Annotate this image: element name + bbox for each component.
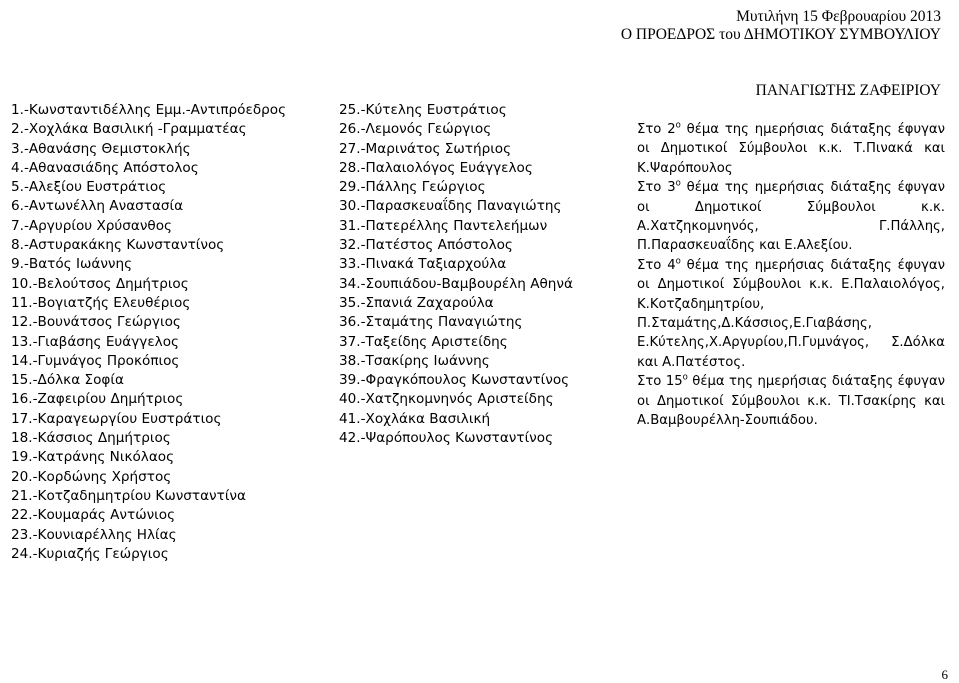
member-item: 17.-Καραγεωργίου Ευστράτιος (11, 410, 222, 427)
member-item: 14.-Γυμνάγος Προκόπιος (11, 352, 180, 369)
member-item: 19.-Κατράνης Νικόλαος (11, 449, 175, 466)
member-item: 20.-Κορδώνης Χρήστος (11, 468, 172, 485)
note-lead: Στο 2 (637, 122, 676, 137)
member-item: 10.-Βελούτσος Δημήτριος (11, 275, 189, 292)
departure-note (637, 178, 945, 256)
note-lead: Στο 4 (637, 257, 676, 273)
ordinal-suffix: ο (675, 256, 681, 267)
member-item: 3.-Αθανάσης Θεμιστοκλής (11, 140, 191, 157)
member-item: 12.-Βουνάτσος Γεώργιος (11, 314, 181, 331)
member-item: 22.-Κουμαράς Αντώνιος (11, 507, 176, 524)
member-item: 39.-Φραγκόπουλος Κωνσταντίνος (339, 372, 570, 389)
member-item: 26.-Λεμονός Γεώργιος (339, 121, 492, 138)
member-item: 31.-Πατερέλλης Παντελεήμων (339, 217, 548, 234)
member-item: 34.-Σουπιάδου-Βαμβουρέλη Αθηνά (339, 275, 573, 292)
departure-note (637, 256, 945, 372)
note-text: θέμα της ημερήσιας διάταξης έφυγαν οι Δημοτικοί Σύμβουλοι κ.κ. ΤΙ.Τσακίρης και Α.Βαμβουρέλλη-Σουπιάδου. (637, 374, 945, 429)
document-date: Μυτιλήνη 15 Φεβρουαρίου 2013 (736, 8, 941, 25)
member-item: 30.-Παρασκευαΐδης Παναγιώτης (339, 198, 562, 215)
member-item: 6.-Αντωνέλλη Αναστασία (11, 198, 184, 215)
departure-note (637, 372, 945, 430)
signatory-name: ΠΑΝΑΓΙΩΤΗΣ ΖΑΦΕΙΡΙΟΥ (755, 82, 941, 99)
member-item: 42.-Ψαρόπουλος Κωνσταντίνος (339, 430, 554, 447)
member-item: 33.-Πινακά Ταξιαρχούλα (339, 256, 507, 273)
member-item: 38.-Τσακίρης Ιωάννης (339, 352, 490, 369)
note-lead: Στο 3 (637, 180, 676, 196)
member-item: 27.-Μαρινάτος Σωτήριος (339, 140, 512, 157)
member-item: 11.-Βογιατζής Ελευθέριος (11, 294, 191, 311)
page-number: 6 (941, 667, 948, 682)
member-item: 29.-Πάλλης Γεώργιος (339, 179, 486, 196)
note-text: θέμα της ημερήσιας διάταξης έφυγαν οι Δημοτικοί Σύμβουλοι κ.κ. Τ.Πινακά και Κ.Ψαρόπουλος (637, 122, 945, 176)
member-item: 1.-Κωνσταντιδέλλης Εμμ.-Αντιπρόεδρος (11, 102, 287, 118)
departure-note (637, 120, 945, 178)
departure-notes (637, 120, 945, 431)
member-item: 28.-Παλαιολόγος Ευάγγελος (339, 159, 533, 176)
member-item: 21.-Κοτζαδημητρίου Κωνσταντίνα (11, 487, 246, 504)
member-item: 40.-Χατζηκομνηνός Αριστείδης (339, 391, 554, 408)
member-item: 41.-Χοχλάκα Βασιλική (339, 410, 491, 427)
ordinal-suffix: ο (682, 372, 688, 383)
member-item: 5.-Αλεξίου Ευστράτιος (11, 179, 167, 196)
member-item: 24.-Κυριαζής Γεώργιος (11, 545, 169, 562)
member-item: 7.-Αργυρίου Χρύσανθος (11, 217, 173, 234)
member-item: 35.-Σπανιά Ζαχαρούλα (339, 294, 494, 311)
member-item: 13.-Γιαβάσης Ευάγγελος (11, 333, 180, 350)
member-item: 25.-Κύτελης Ευστράτιος (339, 102, 507, 118)
ordinal-suffix: ο (675, 120, 681, 131)
member-item: 8.-Αστυρακάκης Κωνσταντίνος (11, 237, 225, 254)
member-item: 32.-Πατέστος Απόστολος (339, 237, 513, 254)
member-item: 36.-Σταμάτης Παναγιώτης (339, 314, 523, 331)
member-item: 37.-Ταξείδης Αριστείδης (339, 333, 508, 350)
member-item: 16.-Ζαφειρίου Δημήτριος (11, 391, 184, 408)
member-item: 18.-Κάσσιος Δημήτριος (11, 430, 171, 447)
member-item: 4.-Αθανασιάδης Απόστολος (11, 159, 199, 176)
members-list-left (11, 101, 286, 564)
members-list-middle (339, 101, 573, 448)
member-item: 9.-Βατός Ιωάννης (11, 256, 133, 273)
member-item: 2.-Χοχλάκα Βασιλική -Γραμματέας (11, 121, 247, 138)
note-text: θέμα της ημερήσιας διάταξης έφυγαν οι Δημοτικοί Σύμβουλοι κ.κ. Ε.Παλαιολόγος, Κ.Κοτζαδημητρίου, Π.Σταμάτης,Δ.Κάσσιος,Ε.Γιαβάσης, Ε.Κύτελης,Χ.Αργυρίου,Π.Γυμνάγος, Σ.Δόλκα και Α.Πατέστος. (637, 257, 945, 370)
note-text: θέμα της ημερήσιας διάταξης έφυγαν οι Δημοτικοί Σύμβουλοι κ.κ. Α.Χατζηκομνηνός, Γ.Πάλλης, Π.Παρασκευαΐδης και Ε.Αλεξίου. (637, 180, 945, 254)
member-item: 23.-Κουνιαρέλλης Ηλίας (11, 526, 177, 543)
note-lead: Στο 15 (637, 374, 683, 390)
member-item: 15.-Δόλκα Σοφία (11, 372, 124, 389)
ordinal-suffix: ο (675, 178, 681, 189)
president-title: Ο ΠΡΟΕΔΡΟΣ του ΔΗΜΟΤΙΚΟΥ ΣΥΜΒΟΥΛΙΟΥ (620, 26, 941, 43)
